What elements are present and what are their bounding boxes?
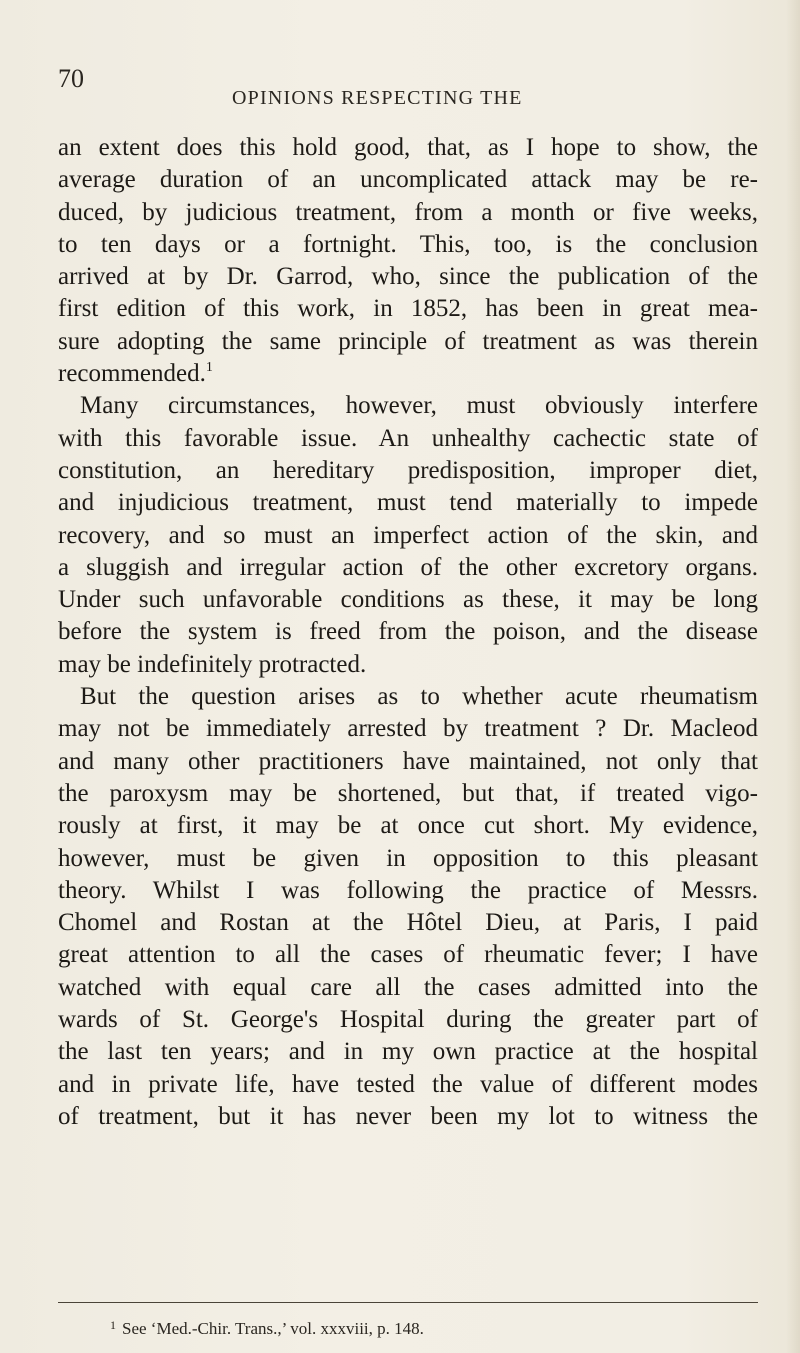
footnote-mark: 1	[110, 1318, 116, 1332]
text-line: recovery, and so must an imperfect action of the skin, and	[58, 521, 758, 549]
page-edge-shadow	[786, 0, 800, 1353]
text-line: first edition of this work, in 1852, has been in great mea-	[58, 295, 758, 323]
text-line: before the system is freed from the poison, and the disease	[58, 618, 758, 646]
text-line: arrived at by Dr. Garrod, who, since the publication of the	[58, 263, 758, 291]
footnote-rule	[58, 1302, 758, 1303]
text-line: may be indefinitely protracted.	[58, 650, 367, 678]
text-line: recommended.	[58, 360, 206, 388]
text-line: Chomel and Rostan at the Hôtel Dieu, at Paris, I paid	[58, 909, 758, 937]
footnote-reference[interactable]: 1	[205, 360, 213, 376]
text-line: and in private life, have tested the value of different modes	[58, 1070, 758, 1098]
text-line: constitution, an hereditary predisposition, improper diet,	[58, 456, 758, 484]
footnote	[110, 1314, 424, 1340]
text-line: wards of St. George's Hospital during the greater part of	[58, 1006, 758, 1034]
text-line: a sluggish and irregular action of the other excretory organs.	[58, 553, 758, 581]
body-text	[58, 132, 758, 1133]
text-line: to ten days or a fortnight. This, too, is the conclusion	[58, 230, 758, 258]
text-line: the paroxysm may be shortened, but that, if treated vigo-	[58, 779, 758, 807]
text-line: however, must be given in opposition to this pleasant	[58, 844, 758, 872]
text-line: duced, by judicious treatment, from a month or five weeks,	[58, 198, 758, 226]
text-line: of treatment, but it has never been my lot to witness the	[58, 1102, 758, 1130]
page-number: 70	[58, 64, 84, 93]
footnote-text: See ‘Med.-Chir. Trans.,’ vol. xxxviii, p. 148.	[122, 1319, 424, 1338]
running-head: OPINIONS RESPECTING THE	[232, 87, 523, 109]
text-line: sure adopting the same principle of treatment as was therein	[58, 327, 758, 355]
text-line: rously at first, it may be at once cut short. My evidence,	[58, 812, 758, 840]
text-line: may not be immediately arrested by treatment ? Dr. Macleod	[58, 715, 758, 743]
text-line: with this favorable issue. An unhealthy cachectic state of	[58, 424, 758, 452]
text-line: Many circumstances, however, must obviously interfere	[80, 392, 758, 420]
text-line: average duration of an uncomplicated attack may be re-	[58, 166, 758, 194]
text-line: the last ten years; and in my own practice at the hospital	[58, 1038, 758, 1066]
text-line: and injudicious treatment, must tend materially to impede	[58, 489, 758, 517]
text-line: and many other practitioners have maintained, not only that	[58, 747, 758, 775]
text-line: Under such unfavorable conditions as these, it may be long	[58, 586, 758, 614]
text-line: great attention to all the cases of rheumatic fever; I have	[58, 941, 758, 969]
text-line: But the question arises as to whether acute rheumatism	[80, 683, 758, 711]
paragraph-end-line	[58, 358, 758, 390]
text-line: an extent does this hold good, that, as I hope to show, the	[58, 134, 758, 161]
text-line: theory. Whilst I was following the practice of Messrs.	[58, 876, 758, 904]
text-line: watched with equal care all the cases admitted into the	[58, 973, 758, 1001]
